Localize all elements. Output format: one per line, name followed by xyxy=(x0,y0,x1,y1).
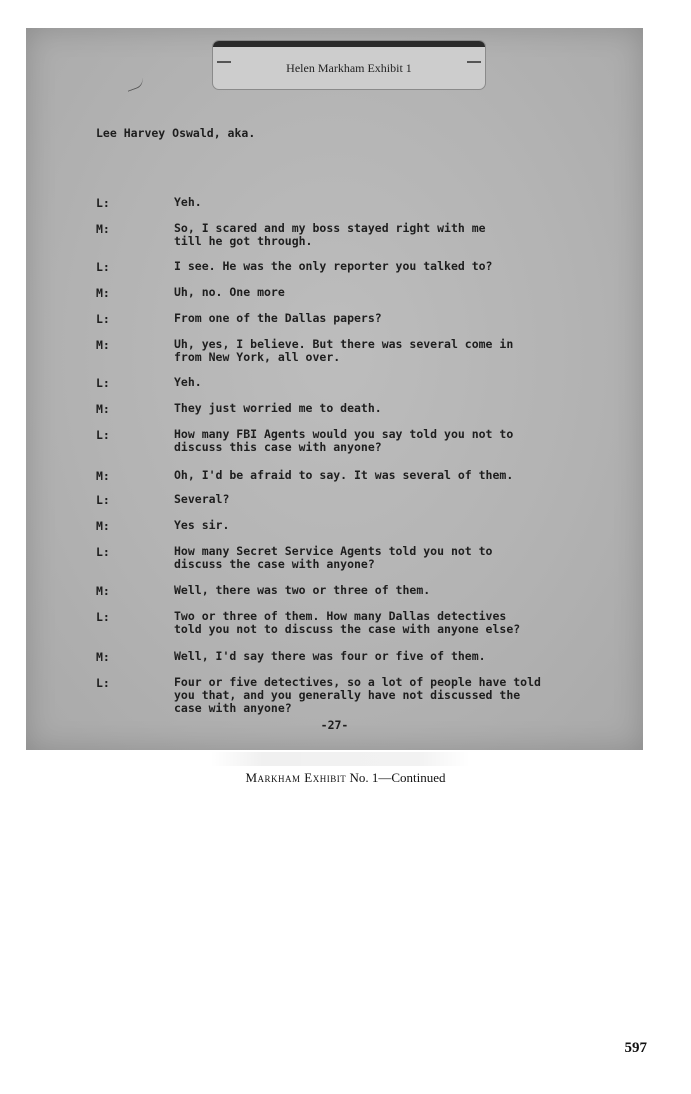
document-heading: Lee Harvey Oswald, aka. xyxy=(96,126,256,140)
speaker-label: M: xyxy=(96,402,110,416)
utterance-text: Uh, no. One more xyxy=(174,285,285,299)
utterance-text: Uh, yes, I believe. But there was several come in from New York, all over. xyxy=(174,337,514,364)
speaker-label: L: xyxy=(96,545,110,559)
utterance-text: Several? xyxy=(174,492,230,506)
speaker-label: L: xyxy=(96,260,110,274)
utterance-text: Well, there was two or three of them. xyxy=(174,583,431,597)
speaker-label: L: xyxy=(96,610,110,624)
utterance-text: Four or five detectives, so a lot of people have told you that, and you generally have not discussed the case with anyone? xyxy=(174,675,541,715)
speaker-label: M: xyxy=(96,469,110,483)
exhibit-caption xyxy=(0,770,691,786)
utterance-text: Two or three of them. How many Dallas detectives told you not to discuss the case with anyone else? xyxy=(174,609,521,636)
exhibit-label xyxy=(212,40,486,90)
exhibit-label-text: Helen Markham Exhibit 1 xyxy=(286,61,412,75)
caption-suffix: No. 1—Continued xyxy=(346,770,446,785)
speaker-label: M: xyxy=(96,519,110,533)
label-top-bar xyxy=(213,41,485,47)
speaker-label: L: xyxy=(96,428,110,442)
utterance-text: I see. He was the only reporter you talked to? xyxy=(174,259,493,273)
utterance-text: From one of the Dallas papers? xyxy=(174,311,382,325)
document-photo xyxy=(26,28,643,750)
pen-mark xyxy=(125,77,145,92)
utterance-text: So, I scared and my boss stayed right with me till he got through. xyxy=(174,221,486,248)
utterance-text: They just worried me to death. xyxy=(174,401,382,415)
utterance-text: How many Secret Service Agents told you not to discuss the case with anyone? xyxy=(174,544,493,571)
bleed-through-shadow xyxy=(210,752,470,766)
speaker-label: L: xyxy=(96,493,110,507)
speaker-label: M: xyxy=(96,650,110,664)
utterance-text: Yeh. xyxy=(174,195,202,209)
caption-title: Markham Exhibit xyxy=(245,770,347,785)
utterance-text: Yeh. xyxy=(174,375,202,389)
speaker-label: M: xyxy=(96,222,110,236)
speaker-label: M: xyxy=(96,286,110,300)
page-number: 597 xyxy=(624,1040,647,1056)
utterance-text: How many FBI Agents would you say told you not to discuss this case with anyone? xyxy=(174,427,514,454)
speaker-label: L: xyxy=(96,376,110,390)
utterance-text: Well, I'd say there was four or five of them. xyxy=(174,649,486,663)
speaker-label: L: xyxy=(96,312,110,326)
speaker-label: M: xyxy=(96,584,110,598)
document-page-number: -27- xyxy=(320,718,349,732)
speaker-label: L: xyxy=(96,676,110,690)
utterance-text: Yes sir. xyxy=(174,518,230,532)
speaker-label: M: xyxy=(96,338,110,352)
speaker-label: L: xyxy=(96,196,110,210)
utterance-text: Oh, I'd be afraid to say. It was several of them. xyxy=(174,468,514,482)
